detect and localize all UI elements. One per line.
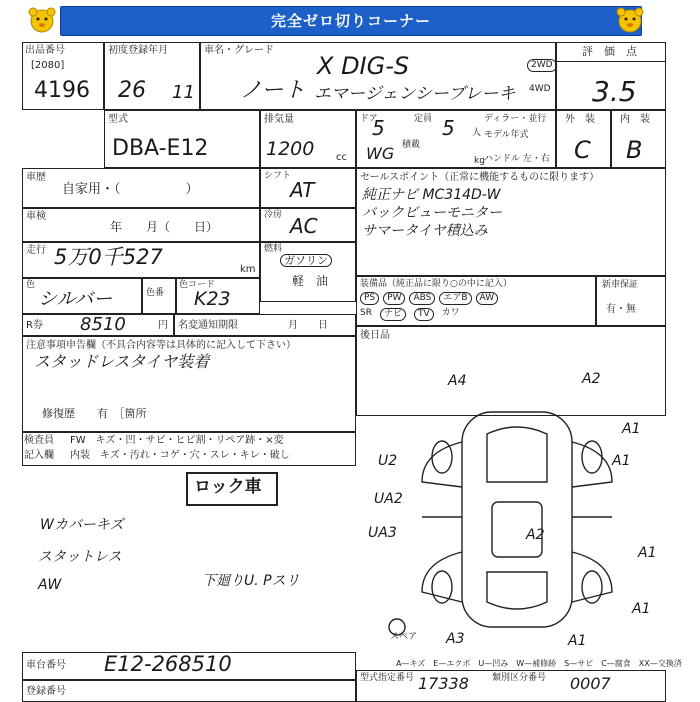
bottom-note: 下廻りU. Pスリ (202, 573, 300, 589)
km-label: km (240, 264, 256, 275)
header (0, 0, 700, 40)
inspector-note-1: Wカバーキズ (40, 517, 124, 533)
load-label: 積載 (402, 140, 421, 150)
lot-label: 出品番号 (25, 45, 65, 56)
inspection-value: 年 月（ 日） (110, 220, 219, 234)
score-value: 3.5 (592, 75, 637, 108)
auction-sheet (22, 42, 682, 702)
repair-label: 修復歴 有 ［箇所 (42, 407, 147, 420)
fuel-label: 燃料 (264, 244, 283, 254)
car-name-value: ノート (240, 78, 306, 103)
header-title: 完全ゼロ切りコーナー (60, 6, 642, 36)
fuel-diesel: 軽 油 (292, 274, 329, 288)
usage-label: 車歴 (26, 172, 46, 183)
eq-tv: TV (414, 308, 434, 321)
equipment-row-2 (360, 308, 594, 321)
reg-no-label: 登録番号 (26, 686, 66, 697)
color-label: 色 (26, 280, 36, 290)
equipment-label: 装備品（純正品に限り○の中に記入） (360, 279, 512, 289)
lock-stamp-text: ロック車 (194, 477, 262, 497)
kg-label: kg (474, 156, 485, 166)
reg-year-value: 26 (118, 78, 146, 103)
damage-right-rear: A1 (638, 545, 657, 561)
sales-point-1: 純正ナビ MC314D-W (362, 187, 501, 203)
warranty-label: 新車保証 (602, 280, 639, 290)
exterior-value: C (574, 136, 591, 164)
displacement-label: 排気量 (264, 114, 294, 125)
recycle-unit: 円 (158, 320, 168, 331)
eq-navi: ナビ (380, 308, 406, 321)
reg-year-label: 初度登録年月 (108, 45, 168, 56)
grade-top: X DIG-S (317, 52, 410, 80)
sales-point-label: セールスポイント（正常に機能するものに限ります） (360, 172, 600, 183)
category-label: 類別区分番号 (492, 673, 547, 683)
equipment-row-1 (360, 292, 594, 305)
damage-right-quarter: A1 (632, 601, 651, 617)
inspection-label: 車検 (26, 211, 46, 222)
transfer-label: 名変通知期限 (178, 320, 238, 331)
damage-left-rear: UA3 (368, 525, 397, 541)
doors-label: ドア (360, 114, 378, 124)
eq-abs: ABS (409, 292, 435, 305)
recorder-label: 記入欄 (24, 450, 54, 461)
bear-mascot-icon (614, 4, 646, 36)
car-damage-diagram (362, 372, 662, 662)
spare-label: スペア (390, 632, 418, 642)
damage-rear-left: A3 (446, 631, 465, 647)
car-name-label: 車名・グレード (204, 45, 274, 56)
reg-no-box (22, 680, 356, 702)
usage-value: 自家用・（ ） (62, 182, 199, 197)
color-code-value: K23 (194, 288, 231, 310)
later-label: 後日品 (360, 330, 390, 341)
model-year-label: モデル年式 (484, 130, 529, 140)
damage-right-fender: A1 (622, 421, 641, 437)
recycle-value: 8510 (80, 314, 126, 335)
eq-aw: AW (476, 292, 499, 305)
reg-month-value: 11 (172, 82, 195, 103)
handle-label: ハンドル 左・右 (484, 154, 550, 164)
doors-value: 5 (372, 116, 385, 140)
damage-left-front: U2 (378, 453, 398, 469)
type-designation-value: 17338 (418, 674, 469, 693)
shift-label: シフト (264, 171, 292, 181)
eq-airbag: エアB (439, 292, 471, 305)
damage-left-door: UA2 (374, 491, 403, 507)
transfer-value: 月 日 (288, 320, 328, 331)
damage-front-right: A2 (582, 371, 601, 387)
score-label: 評 価 点 (582, 45, 637, 58)
interior-label: 内 装 (620, 114, 650, 125)
sales-point-box (356, 168, 666, 276)
aircon-label: 冷房 (264, 210, 283, 220)
aircon-value: AC (290, 214, 318, 238)
chassis-value: E12-268510 (104, 652, 232, 676)
mileage-value: 5万0千527 (54, 245, 163, 269)
warranty-value: 有・無 (606, 304, 636, 315)
eq-ps: PS (360, 292, 379, 305)
damage-roof: A2 (526, 527, 545, 543)
sales-point-2: バックビューモニター (362, 205, 502, 221)
color-code-label: 色コード (179, 280, 216, 290)
color-value: シルバー (38, 288, 113, 310)
grade-bottom: エマージェンシーブレーキ (314, 84, 516, 104)
model-label: 型式 (108, 114, 128, 125)
dealer-label: ディラー・並行 (484, 114, 547, 124)
eq-sr: SR (360, 308, 372, 318)
recycle-label: R券 (26, 320, 43, 331)
people-label: 人 (472, 128, 482, 138)
category-value: 0007 (570, 674, 611, 693)
interior-value: B (626, 136, 643, 164)
damage-legend: A—キズ E—エクボ U—凹み W—補修跡 S—サビ C—腐食 XX—交換済 (396, 659, 682, 668)
chassis-label: 車台番号 (26, 660, 66, 671)
exterior-label: 外 装 (565, 114, 595, 125)
lot-number: 4196 (34, 78, 90, 103)
cc-label: cc (336, 152, 347, 163)
model-value: DBA-E12 (112, 136, 209, 161)
damage-front-left: A4 (448, 373, 467, 389)
sales-point-3: サマータイヤ積込み (362, 223, 488, 239)
drive-2wd: 2WD (527, 59, 557, 72)
notes-value: スタッドレスタイヤ装着 (34, 352, 210, 371)
interior-row: 内装 キズ・汚れ・コゲ・穴・スレ・キレ・破し (70, 450, 290, 461)
capacity-value: 5 (442, 116, 455, 140)
notes-label: 注意事項申告欄（不具合内容等は具体的に記入して下さい） (26, 340, 296, 351)
shift-value: AT (290, 178, 315, 202)
inspector-label: 検査員 (24, 435, 54, 446)
body-type: WG (366, 144, 395, 163)
lot-prefix: [2080] (31, 60, 65, 71)
capacity-label: 定員 (414, 114, 433, 124)
inspector-note-3: AW (38, 577, 62, 593)
eq-pw: PW (383, 292, 405, 305)
damage-right-door: A1 (612, 453, 631, 469)
eq-leather: カワ (441, 308, 460, 318)
fw-row: FW キズ・凹・サビ・ヒビ割・リペア跡・×変 (70, 435, 284, 446)
drive-4wd: 4WD (529, 84, 551, 94)
mileage-label: 走行 (26, 245, 46, 256)
type-designation-label: 型式指定番号 (360, 673, 415, 683)
damage-rear-right: A1 (568, 633, 587, 649)
displacement-value: 1200 (266, 138, 315, 160)
bear-mascot-icon (26, 4, 58, 36)
inspector-note-2: スタットレス (38, 549, 122, 565)
color-no-label: 色番 (146, 288, 165, 298)
fuel-value: ガソリン (280, 254, 332, 267)
